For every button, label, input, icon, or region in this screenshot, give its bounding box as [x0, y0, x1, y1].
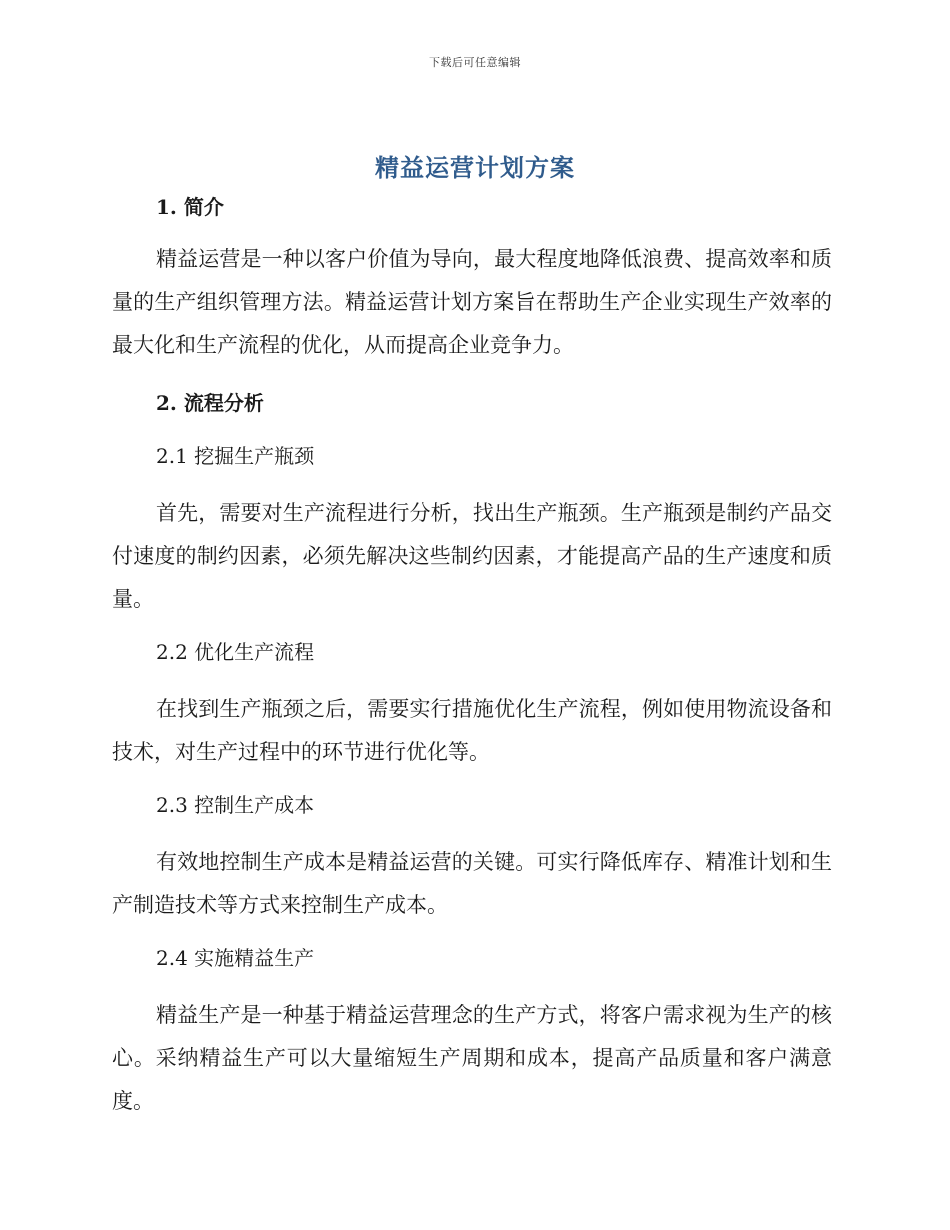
paragraph-2-4: 精益生产是一种基于精益运营理念的生产方式，将客户需求视为生产的核心。采纳精益生产可以大量缩短生产周期和成本，提高产品质量和客户满意度。	[112, 1003, 832, 1113]
section-heading-intro: 1. 简介	[156, 195, 224, 219]
subsection-heading-2-4: 2.4 实施精益生产	[156, 946, 315, 970]
subsection-heading-2-3: 2.3 控制生产成本	[156, 793, 315, 817]
paragraph-2-1: 首先，需要对生产流程进行分析，找出生产瓶颈。生产瓶颈是制约产品交付速度的制约因素，必须先解决这些制约因素，才能提高产品的生产速度和质量。	[112, 501, 832, 611]
header-note: 下载后可任意编辑	[429, 56, 521, 69]
paragraph-2-3: 有效地控制生产成本是精益运营的关键。可实行降低库存、精准计划和生产制造技术等方式来控制生产成本。	[112, 850, 832, 917]
paragraph-2-2: 在找到生产瓶颈之后，需要实行措施优化生产流程，例如使用物流设备和技术，对生产过程中的环节进行优化等。	[112, 697, 832, 764]
subsection-heading-2-2: 2.2 优化生产流程	[156, 640, 315, 664]
subsection-heading-2-1: 2.1 挖掘生产瓶颈	[156, 444, 315, 468]
section-heading-process: 2. 流程分析	[156, 391, 264, 415]
document-title: 精益运营计划方案	[375, 153, 575, 182]
document-body	[112, 190, 832, 1123]
paragraph-intro: 精益运营是一种以客户价值为导向，最大程度地降低浪费、提高效率和质量的生产组织管理方法。精益运营计划方案旨在帮助生产企业实现生产效率的最大化和生产流程的优化，从而提高企业竞争力。	[112, 247, 832, 357]
